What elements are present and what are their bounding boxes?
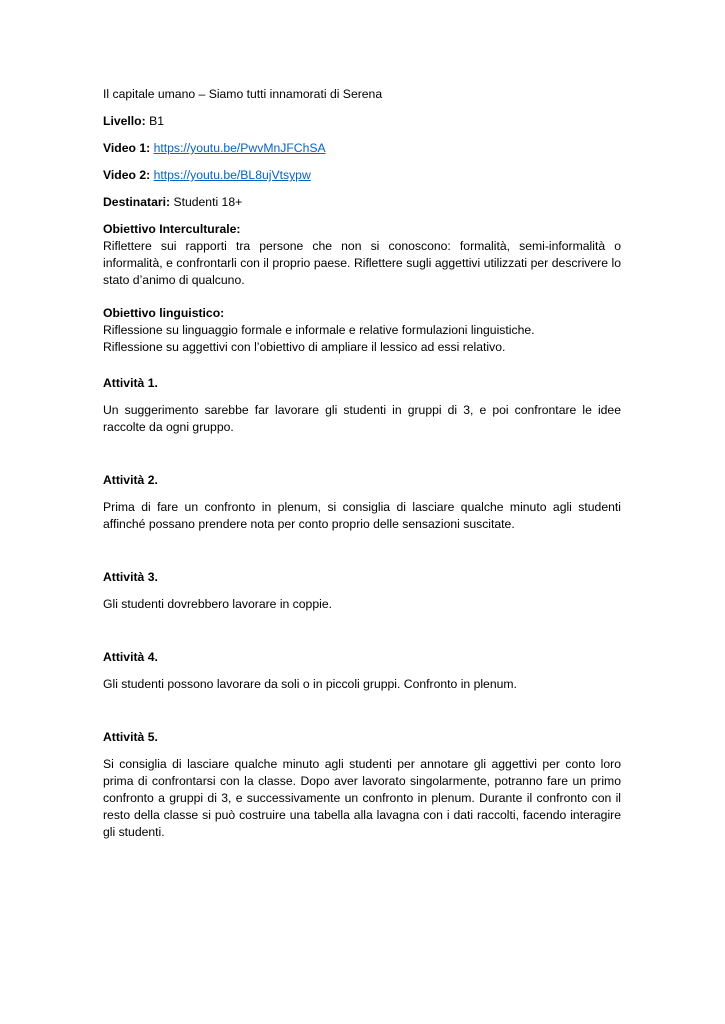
activity-1-heading: Attività 1. xyxy=(103,376,158,390)
activity-3-text: Gli studenti dovrebbero lavorare in coppie. xyxy=(103,597,332,611)
video2-line xyxy=(103,167,621,184)
activity-5-heading: Attività 5. xyxy=(103,730,158,744)
activity-4-text: Gli studenti possono lavorare da soli o in piccoli gruppi. Confronto in plenum. xyxy=(103,677,517,691)
linguistic-line-1: Riflessione su linguaggio formale e informale e relative formulazioni linguistiche. xyxy=(103,323,535,337)
activity-5-text: Si consiglia di lasciare qualche minuto agli studenti per annotare gli aggettivi per conto loro prima di confrontarsi con la classe. Dopo aver lavorato singolarmente, potranno fare un primo confronto a gruppi di 3, e successivamente un confronto in plenum. Durante il confronto con il resto della classe si può costruire una tabella alla lavagna con i dati raccolti, facendo interagire gli studenti. xyxy=(103,757,621,839)
activity-3-heading: Attività 3. xyxy=(103,570,158,584)
video1-link[interactable]: https://youtu.be/PwvMnJFChSA xyxy=(153,141,326,155)
activity-2-heading: Attività 2. xyxy=(103,473,158,487)
linguistic-line-2: Riflessione su aggettivi con l’obiettivo di ampliare il lessico ad essi relativo. xyxy=(103,340,506,354)
level-line xyxy=(103,113,621,130)
activity-4-heading: Attività 4. xyxy=(103,650,158,664)
activity-1-text: Un suggerimento sarebbe far lavorare gli studenti in gruppi di 3, e poi confrontare le idee raccolte da ogni gruppo. xyxy=(103,403,621,434)
video1-line xyxy=(103,140,621,157)
level-label: Livello: xyxy=(103,114,146,128)
video2-link[interactable]: https://youtu.be/BL8ujVtsypw xyxy=(153,168,311,182)
audience-label: Destinatari: xyxy=(103,195,171,209)
intercultural-text: Riflettere sui rapporti tra persone che non si conoscono: formalità, semi-informalità o informalità, e confrontarli con il proprio paese. Riflettere sugli aggettivi utilizzati per descrivere lo stato d’animo di qualcuno. xyxy=(103,239,621,287)
video2-label: Video 2: xyxy=(103,168,151,182)
audience-line xyxy=(103,194,621,211)
linguistic-heading: Obiettivo linguistico: xyxy=(103,306,225,320)
level-value: B1 xyxy=(149,114,164,128)
document-page xyxy=(103,86,621,841)
activity-2-text: Prima di fare un confronto in plenum, si consiglia di lasciare qualche minuto agli studenti affinché possano prendere nota per conto proprio delle sensazioni suscitate. xyxy=(103,500,621,531)
video1-label: Video 1: xyxy=(103,141,151,155)
intercultural-heading: Obiettivo Interculturale: xyxy=(103,222,241,236)
audience-value: Studenti 18+ xyxy=(173,195,243,209)
document-title: Il capitale umano – Siamo tutti innamorati di Serena xyxy=(103,87,383,101)
